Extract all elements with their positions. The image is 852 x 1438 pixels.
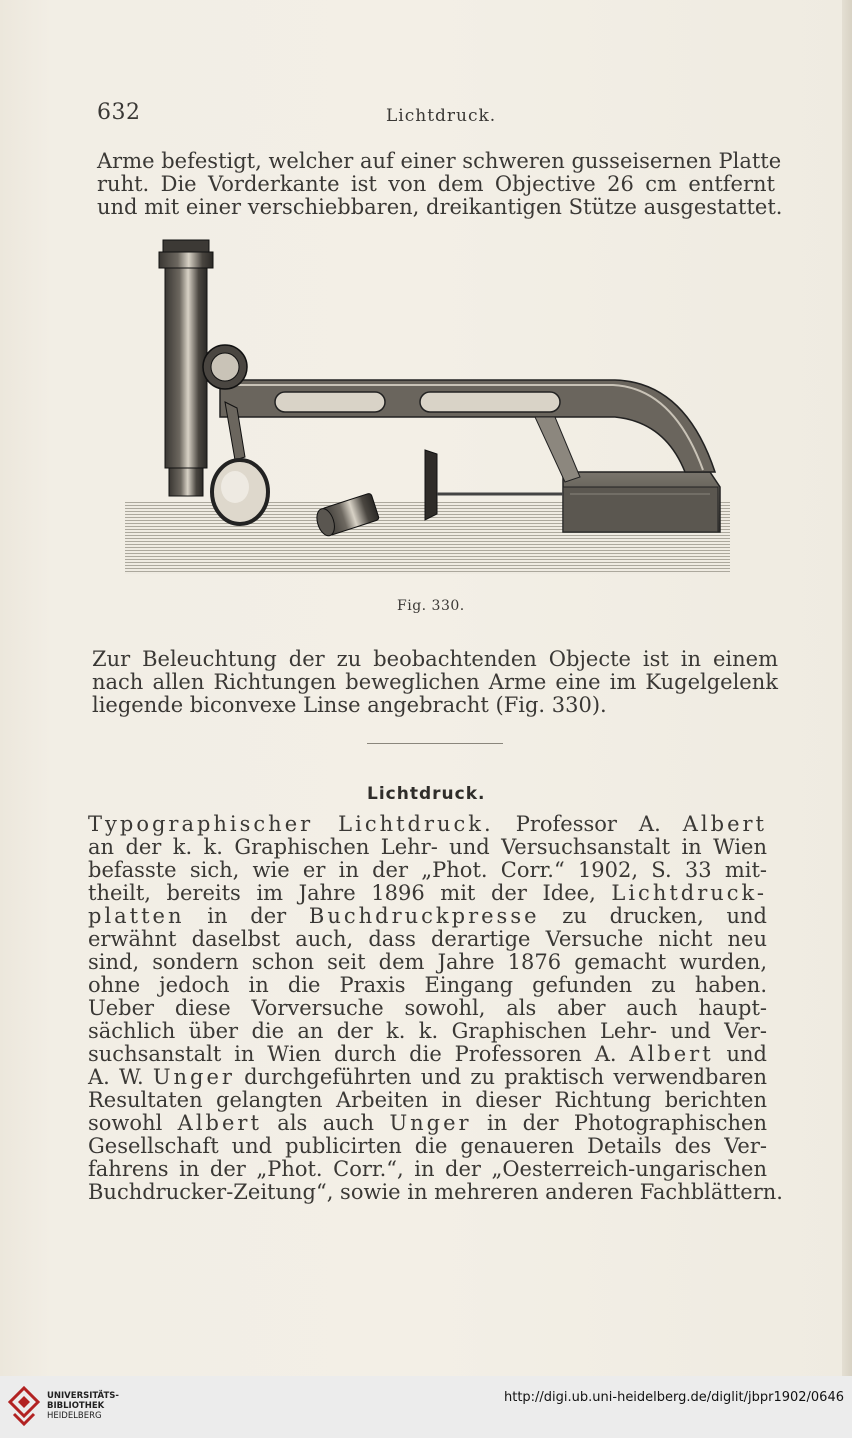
library-logo-icon [8,1386,40,1428]
text-line: erwähnt daselbst auch, dass derartige Versuche nicht neu [88,927,767,951]
text-line: und mit einer verschiebbaren, dreikantigen Stütze ausgestattet. [97,195,783,219]
library-line: BIBLIOTHEK [47,1401,105,1411]
text-line: A. W. Unger durchgeführten und zu praktisch verwendbaren [88,1065,767,1089]
text-line: Buchdrucker-Zeitung“, sowie in mehreren anderen Fachblättern. [88,1180,783,1204]
text-line: sowohl Albert als auch Unger in der Photographischen [88,1111,767,1135]
text-line: Gesellschaft und publicirten die genaueren Details des Ver- [88,1134,767,1158]
section-title: Lichtdruck. [367,784,486,804]
text-line: befasste sich, wie er in der „Phot. Corr.“ 1902, S. 33 mit- [88,858,767,882]
text-line: ohne jedoch in die Praxis Eingang gefunden zu haben. [88,973,767,997]
text-line: platten in der Buchdruckpresse zu drucken, und [88,904,767,928]
text-line: Resultaten gelangten Arbeiten in dieser Richtung berichten [88,1088,767,1112]
text-line: liegende biconvexe Linse angebracht (Fig. 330). [92,693,607,717]
text-line: an der k. k. Graphischen Lehr- und Versuchsanstalt in Wien [88,835,767,859]
text-line: fahrens in der „Phot. Corr.“, in der „Oesterreich-ungarischen [88,1157,767,1181]
text-line: Zur Beleuchtung der zu beobachtenden Objecte ist in einem [92,647,778,671]
footer-bar [0,1376,852,1438]
text-line: Ueber diese Vorversuche sowohl, als aber auch haupt- [88,996,767,1020]
section-divider [367,743,503,744]
text-line: Arme befestigt, welcher auf einer schweren gusseisernen Platte [97,149,782,173]
permalink-url[interactable]: http://digi.ub.uni-heidelberg.de/diglit/jbpr1902/0646 [503,1390,844,1405]
paragraph-lens [92,648,778,717]
section-body [88,812,783,1204]
page-header [97,100,777,130]
text-line: sind, sondern schon seit dem Jahre 1876 gemacht wurden, [88,950,767,974]
text-line: theilt, bereits im Jahre 1896 mit der Idee, Lichtdruck- [88,881,767,905]
library-line: HEIDELBERG [47,1411,102,1421]
library-name [47,1391,119,1421]
text-line: suchsanstalt in Wien durch die Professoren A. Albert und [88,1042,767,1066]
library-line: UNIVERSITÄTS- [47,1391,119,1401]
figure-caption: Fig. 330. [397,598,465,614]
paragraph-continued [97,149,783,219]
text-line: Typographischer Lichtdruck. Professor A. Albert [88,812,767,836]
page-edge [842,0,852,1376]
running-head: Lichtdruck. [386,106,497,126]
text-line: ruht. Die Vorderkante ist von dem Objective 26 cm entfernt [97,172,775,196]
text-line: nach allen Richtungen beweglichen Arme eine im Kugelgelenk [92,670,778,694]
page-number: 632 [97,100,141,125]
text-line: sächlich über die an der k. k. Graphischen Lehr- und Ver- [88,1019,767,1043]
microscope-illustration [125,232,730,584]
